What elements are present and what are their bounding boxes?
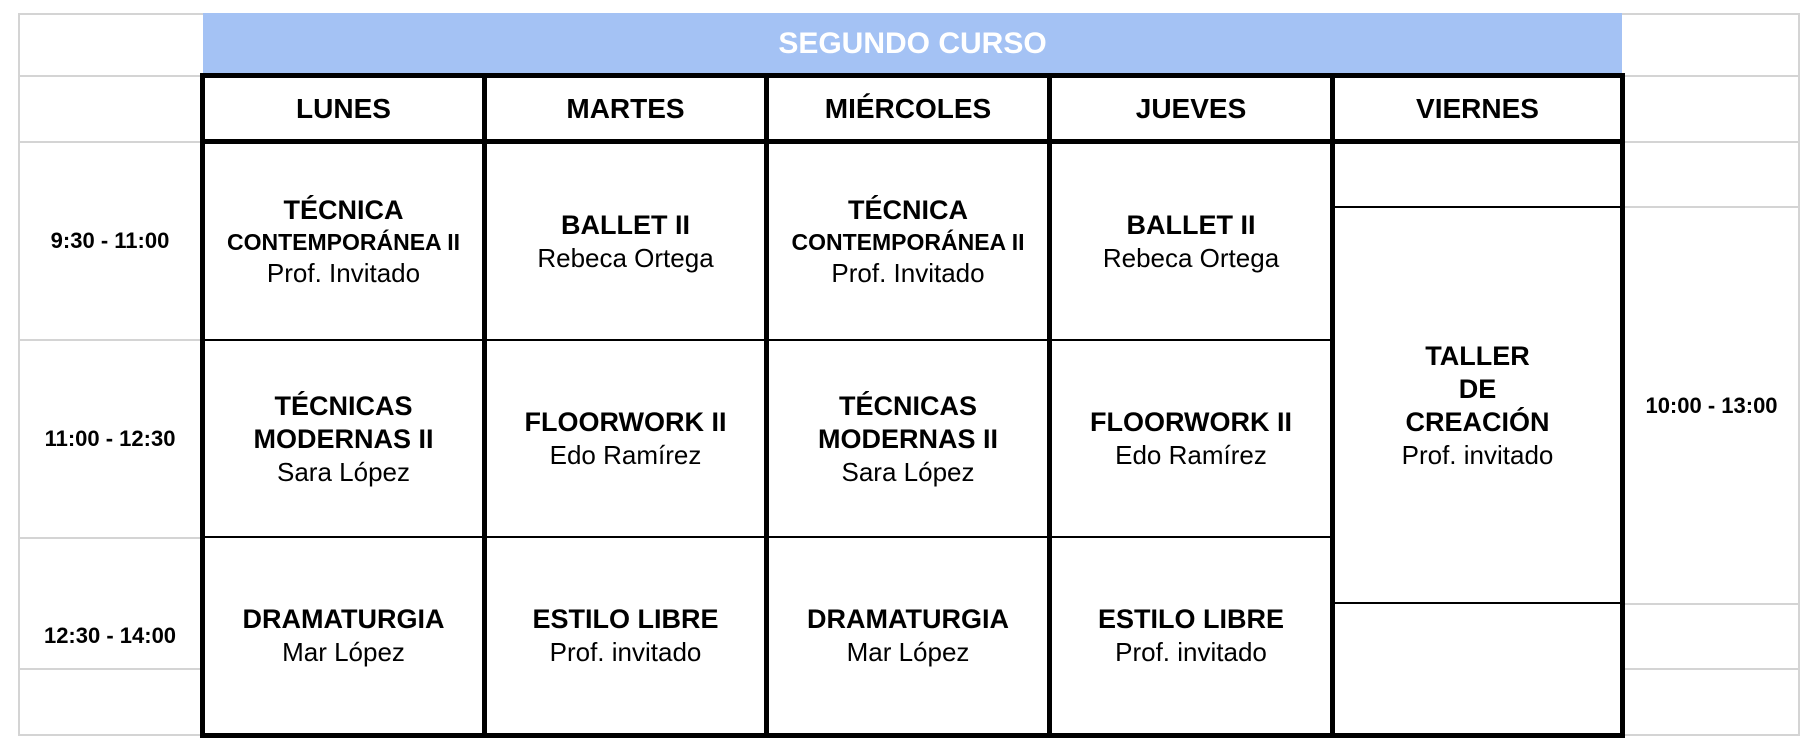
- subject-name: BALLET II: [561, 210, 690, 240]
- gridline: [1798, 13, 1800, 736]
- subject-name: TÉCNICA: [283, 195, 404, 225]
- teacher-name: Rebeca Ortega: [537, 243, 714, 273]
- teacher-name: Prof. invitado: [1401, 439, 1554, 470]
- subject-name: TALLER: [1425, 340, 1530, 371]
- class-cell: [205, 538, 482, 733]
- class-cell: [769, 144, 1047, 339]
- page-title: SEGUNDO CURSO: [203, 13, 1622, 74]
- class-cell: [205, 341, 482, 536]
- class-cell: [487, 538, 764, 733]
- day-header-tuesday: MARTES: [566, 92, 685, 124]
- class-cell: [1052, 144, 1330, 339]
- teacher-name: Prof. invitado: [549, 637, 702, 667]
- day-header-wednesday: MIÉRCOLES: [824, 92, 992, 124]
- class-cell: [1052, 341, 1330, 536]
- time-slot-label: 9:30 - 11:00: [50, 228, 170, 253]
- subject-name: TÉCNICAS: [274, 390, 413, 421]
- subject-name: ESTILO LIBRE: [1097, 604, 1284, 634]
- subject-name: DRAMATURGIA: [807, 604, 1009, 634]
- day-header-monday: LUNES: [296, 92, 391, 124]
- day-header-friday: VIERNES: [1416, 92, 1539, 124]
- teacher-name: Prof. Invitado: [831, 258, 985, 288]
- day-header-thursday: JUEVES: [1135, 92, 1247, 124]
- subject-name: CONTEMPORÁNEA II: [791, 229, 1025, 255]
- class-cell: [769, 538, 1047, 733]
- class-cell: [487, 144, 764, 339]
- teacher-name: Mar López: [846, 637, 970, 667]
- class-cell: [769, 341, 1047, 536]
- subject-name: TÉCNICAS: [838, 390, 977, 421]
- friday-time-label: 10:00 - 13:00: [1645, 392, 1778, 418]
- subject-name: DE: [1458, 373, 1497, 404]
- subject-name: DRAMATURGIA: [242, 604, 445, 634]
- teacher-name: Edo Ramírez: [1115, 440, 1267, 470]
- class-cell: [1052, 538, 1330, 733]
- friday-class-cell: [1335, 208, 1620, 602]
- teacher-name: Sara López: [277, 456, 410, 487]
- class-cell: [205, 144, 482, 339]
- subject-name: FLOORWORK II: [1090, 407, 1292, 437]
- subject-name: ESTILO LIBRE: [532, 604, 719, 634]
- teacher-name: Mar López: [282, 637, 405, 667]
- class-cell: [487, 341, 764, 536]
- subject-name: BALLET II: [1126, 210, 1256, 240]
- gridline: [1622, 668, 1800, 670]
- teacher-name: Prof. invitado: [1115, 637, 1267, 667]
- teacher-name: Prof. Invitado: [266, 258, 421, 288]
- subject-name: CREACIÓN: [1405, 406, 1550, 437]
- teacher-name: Edo Ramírez: [549, 440, 702, 470]
- teacher-name: Rebeca Ortega: [1102, 243, 1280, 273]
- time-slot-label: 12:30 - 14:00: [43, 623, 177, 648]
- row-divider: [1335, 602, 1625, 604]
- subject-name: MODERNAS II: [253, 423, 434, 454]
- subject-name: CONTEMPORÁNEA II: [227, 229, 460, 255]
- time-slot-label: 11:00 - 12:30: [44, 426, 176, 451]
- subject-name: MODERNAS II: [817, 423, 998, 454]
- subject-name: TÉCNICA: [848, 195, 968, 225]
- teacher-name: Sara López: [841, 456, 975, 487]
- subject-name: FLOORWORK II: [524, 407, 727, 437]
